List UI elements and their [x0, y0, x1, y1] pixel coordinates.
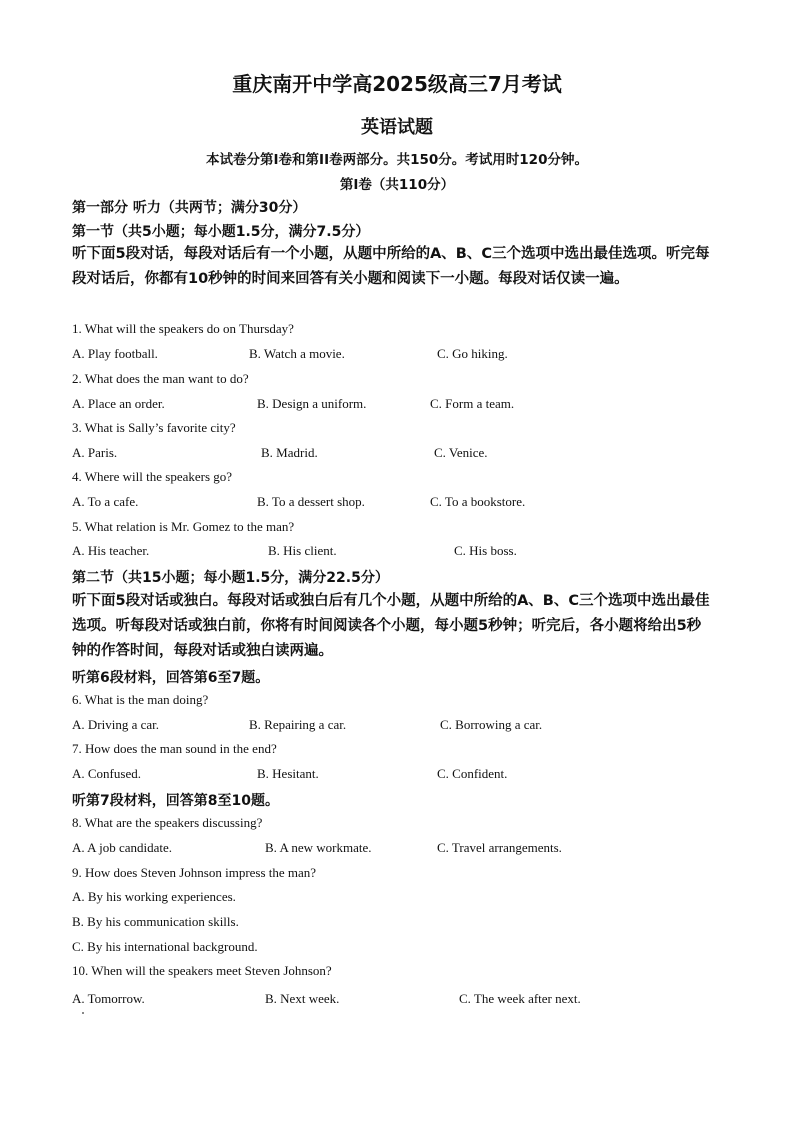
- q2-option-a: A. Place an order.: [72, 396, 165, 411]
- q3-option-b: B. Madrid.: [261, 445, 318, 460]
- section1-heading: 第一节（共5小题；每小题1.5分，满分7.5分）: [72, 224, 370, 240]
- q9-option-a: A. By his working experiences.: [72, 889, 236, 904]
- exam-subtitle: 英语试题: [361, 117, 433, 138]
- question-9: 9. How does Steven Johnson impress the man?: [72, 865, 317, 880]
- q10-option-c: C. The week after next.: [459, 991, 581, 1006]
- volume-heading: 第I卷（共110分）: [339, 177, 455, 193]
- q1-option-c: C. Go hiking.: [437, 346, 508, 361]
- q9-option-b: B. By his communication skills.: [72, 914, 239, 929]
- q5-option-a: A. His teacher.: [72, 543, 150, 558]
- q4-option-b: B. To a dessert shop.: [257, 494, 365, 509]
- q3-option-c: C. Venice.: [434, 445, 488, 460]
- q6-option-a: A. Driving a car.: [72, 717, 160, 732]
- question-6: 6. What is the man doing?: [72, 692, 209, 707]
- q2-option-c: C. Form a team.: [430, 396, 515, 411]
- q6-option-c: C. Borrowing a car.: [440, 717, 543, 732]
- question-8: 8. What are the speakers discussing?: [72, 815, 263, 830]
- q8-option-a: A. A job candidate.: [72, 840, 173, 855]
- question-2: 2. What does the man want to do?: [72, 371, 249, 386]
- q8-option-c: C. Travel arrangements.: [437, 840, 562, 855]
- q7-option-c: C. Confident.: [437, 766, 508, 781]
- q6-option-b: B. Repairing a car.: [249, 717, 347, 732]
- q1-option-b: B. Watch a movie.: [249, 346, 345, 361]
- question-1: 1. What will the speakers do on Thursday?: [72, 321, 294, 336]
- q3-option-a: A. Paris.: [72, 445, 118, 460]
- q7-option-b: B. Hesitant.: [257, 766, 319, 781]
- q4-option-a: A. To a cafe.: [72, 494, 139, 509]
- question-10: 10. When will the speakers meet Steven Johnson?: [72, 963, 332, 978]
- q5-option-c: C. His boss.: [454, 543, 517, 558]
- question-4: 4. Where will the speakers go?: [72, 469, 233, 484]
- section2-directions: 听下面5段对话或独白。每段对话或独白后有几个小题，从题中所给的A、B、C三个选项中选出最佳选项。听每段对话或独白前，你将有时间阅读各个小题，每小题5秒钟；听完后，各小题将给出5秒钟的作答时间，每段对话或独白读两遍。: [72, 593, 710, 659]
- question-7: 7. How does the man sound in the end?: [72, 741, 277, 756]
- material-6-heading: 听第6段材料，回答第6至7题。: [72, 670, 270, 686]
- q5-option-b: B. His client.: [268, 543, 337, 558]
- part1-heading: 第一部分 听力（共两节；满分30分）: [72, 200, 307, 216]
- question-3: 3. What is Sally’s favorite city?: [72, 420, 236, 435]
- q9-option-c: C. By his international background.: [72, 939, 258, 954]
- exam-info: 本试卷分第I卷和第II卷两部分。共150分。考试用时120分钟。: [206, 152, 588, 168]
- q10-option-a: A. Tomorrow.: [72, 991, 145, 1006]
- q4-option-c: C. To a bookstore.: [430, 494, 526, 509]
- material-7-heading: 听第7段材料，回答第8至10题。: [72, 793, 279, 809]
- exam-title: 重庆南开中学高2025级高三7月考试: [232, 72, 562, 96]
- section1-directions: 听下面5段对话，每段对话后有一个小题，从题中所给的A、B、C三个选项中选出最佳选项。听完每段对话后，你都有10秒钟的时间来回答有关小题和阅读下一小题。每段对话仅读一遍。: [72, 246, 710, 287]
- stray-mark: [82, 1012, 84, 1014]
- q7-option-a: A. Confused.: [72, 766, 141, 781]
- q1-option-a: A. Play football.: [72, 346, 158, 361]
- question-5: 5. What relation is Mr. Gomez to the man?: [72, 519, 295, 534]
- q8-option-b: B. A new workmate.: [265, 840, 372, 855]
- q2-option-b: B. Design a uniform.: [257, 396, 367, 411]
- q10-option-b: B. Next week.: [265, 991, 340, 1006]
- section2-heading: 第二节（共15小题；每小题1.5分，满分22.5分）: [72, 570, 389, 586]
